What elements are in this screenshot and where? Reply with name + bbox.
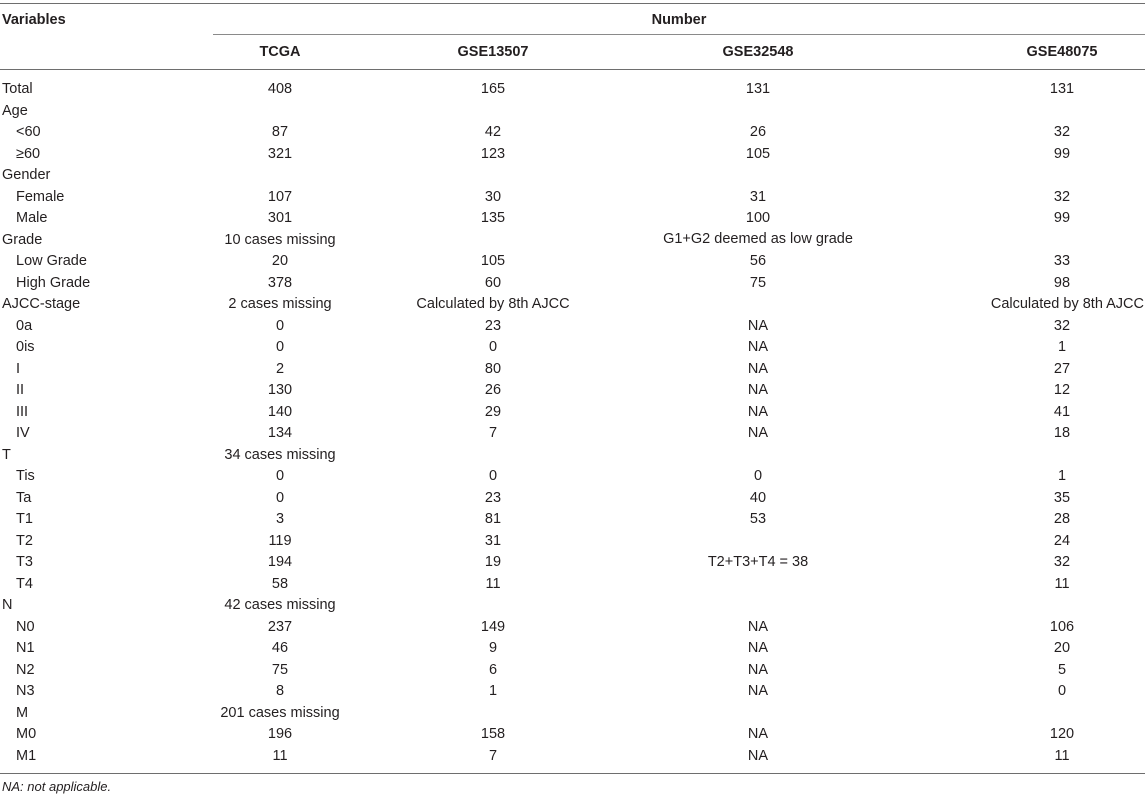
table-cell: 2 cases missing [228,296,332,312]
table-cell: NA [747,382,769,398]
table-cell: 408 [267,81,293,97]
table-cell: 9 [488,640,498,656]
table-row [0,617,1145,639]
table-cell: 20 [271,253,289,269]
table-cell: 60 [484,274,502,291]
table-cell: 32 [1053,188,1071,205]
table-row [0,230,1145,252]
table-cell: 58 [271,575,289,592]
row-label: M [16,704,29,721]
table-cell: 18 [1053,425,1071,441]
table-cell: 27 [1053,360,1071,377]
table-row [0,251,1145,273]
header-bottom-rule [0,69,1145,70]
table-cell: 149 [480,618,506,635]
table-cell: 98 [1053,274,1071,291]
table-row [0,402,1145,424]
row-label: Female [16,188,65,205]
table-cell: NA [747,747,769,764]
table-cell: 53 [749,511,767,527]
row-label: III [16,403,29,420]
table-row [0,187,1145,209]
ajcc-right-note: Calculated by 8th AJCC [990,296,1144,312]
table-cell: 1 [1057,339,1067,355]
bottom-rule [0,773,1145,774]
table-row [0,144,1145,166]
table-cell: 8 [275,683,285,699]
row-label: IV [16,425,30,441]
table-cell: 120 [1049,726,1075,742]
table-cell: 6 [488,661,498,678]
row-label: II [16,382,25,398]
table-cell: 196 [267,726,293,742]
table-row [0,101,1145,123]
table-cell: 42 cases missing [224,597,336,613]
table-cell: 23 [484,489,502,506]
table-cell: 40 [749,489,767,506]
table-cell: 19 [484,554,502,570]
table-cell: 87 [271,124,289,140]
table-cell: 42 [484,124,502,140]
row-label: Grade [2,231,43,248]
table-cell: 23 [484,317,502,334]
row-label: Tis [16,468,35,484]
table-cell: 26 [749,124,767,140]
table-row [0,703,1145,725]
table-cell: 123 [480,145,506,162]
table-cell: 378 [267,274,293,291]
table-cell: NA [747,726,769,742]
table-cell: 5 [1057,661,1067,678]
row-label: Ta [16,489,32,506]
table-cell: 2 [275,360,285,377]
table-row [0,359,1145,381]
column-header-gse13507: GSE13507 [457,44,529,60]
row-label: N3 [16,683,35,699]
table-cell: 11 [485,575,501,592]
table-cell: 31 [484,532,502,549]
table-cell: 80 [484,360,502,377]
table-row [0,380,1145,402]
table-cell: 140 [267,403,293,420]
table-row [0,531,1145,553]
row-label: ≥60 [16,145,41,162]
table-row [0,79,1145,101]
table-cell: 29 [484,403,502,420]
table-cell: 119 [268,532,292,549]
row-label: T4 [16,575,33,592]
table-cell: 75 [271,661,289,678]
table-cell: 100 [745,210,771,226]
row-label: Total [2,81,33,97]
table-cell: 131 [1049,81,1075,97]
table-cell: 28 [1053,511,1071,527]
table-cell: 0 [753,468,763,484]
table-cell: 35 [1053,489,1071,506]
table-cell: 0 [275,339,285,355]
top-rule [0,3,1145,4]
table-cell: 33 [1053,253,1071,269]
column-header-tcga: TCGA [259,44,301,60]
table-row [0,208,1145,230]
table-cell: 30 [484,188,502,205]
table-cell: 11 [1054,747,1070,764]
table-row [0,165,1145,187]
table-row [0,660,1145,682]
table-row [0,316,1145,338]
table-row [0,488,1145,510]
table-row [0,423,1145,445]
table-row [0,294,1145,316]
column-header-gse32548: GSE32548 [722,44,794,60]
variables-header: Variables [2,12,66,28]
table-cell: 7 [488,747,498,764]
table-row [0,337,1145,359]
row-label: I [16,360,21,377]
table-row [0,724,1145,746]
footnote: NA: not applicable. [2,779,112,794]
table-row [0,574,1145,596]
table-cell: 105 [480,253,506,269]
table-row [0,595,1145,617]
table-cell: NA [747,618,769,635]
table-cell: 46 [271,640,289,656]
row-label: AJCC-stage [2,296,81,312]
table-cell: NA [747,360,769,377]
table-cell: 0 [275,468,285,484]
number-header: Number [651,12,707,28]
row-label: Age [2,102,28,119]
table-cell: 301 [267,210,293,226]
number-span-rule [213,34,1145,35]
row-label: <60 [16,124,41,140]
table-cell: NA [747,425,769,441]
table-cell: 10 cases missing [224,231,336,248]
row-label: N0 [16,618,35,635]
row-label: M0 [16,726,37,742]
table-cell: 56 [749,253,767,269]
table-cell: 130 [267,382,293,398]
table-cell: 1 [1057,468,1067,484]
table-cell: 107 [267,188,293,205]
table-cell: 26 [484,382,502,398]
table-cell: 20 [1053,640,1071,656]
row-label: M1 [16,747,37,764]
table-cell: 24 [1053,532,1071,549]
table-cell: 158 [480,726,506,742]
table-cell: T2+T3+T4 = 38 [707,554,809,570]
table-row [0,509,1145,531]
row-label: T [2,446,11,463]
table-row [0,746,1145,768]
row-label: N [2,597,13,613]
table-cell: 81 [484,511,502,527]
table-cell: 105 [745,145,771,162]
table-row [0,552,1145,574]
table-row [0,466,1145,488]
table-cell: NA [747,683,769,699]
row-label: Low Grade [16,253,87,269]
table-row [0,273,1145,295]
table-cell: 11 [1054,575,1070,592]
table-cell: 0 [275,317,285,334]
row-label: Male [16,210,48,226]
table-cell: 75 [749,274,767,291]
table-cell: NA [747,403,769,420]
table-cell: 12 [1053,382,1071,398]
table-cell: 3 [275,511,285,527]
table-cell: 131 [745,81,771,97]
table-cell: 201 cases missing [220,704,340,721]
table-cell: 237 [267,618,293,635]
table-cell: NA [747,661,769,678]
table-cell: 11 [272,747,288,764]
table-row [0,681,1145,703]
table-cell: 32 [1053,317,1071,334]
row-label: N1 [16,640,35,656]
table-cell: 41 [1053,403,1071,420]
grade-note: G1+G2 deemed as low grade [663,231,853,247]
table-cell: 106 [1049,618,1075,635]
row-label: 0a [16,317,33,334]
table-cell: NA [747,339,769,355]
table-cell: 1 [488,683,498,699]
table-row [0,445,1145,467]
table-row [0,638,1145,660]
table-cell: 34 cases missing [224,446,336,463]
table-cell: 32 [1053,554,1071,570]
table-cell: 32 [1053,124,1071,140]
table-cell: 165 [480,81,506,97]
row-label: Gender [2,167,51,183]
table-cell: 99 [1053,210,1071,226]
row-label: 0is [16,339,35,355]
table-cell: 134 [267,425,293,441]
table-cell: 321 [267,145,293,162]
table-cell: 31 [749,188,767,205]
table-cell: NA [747,640,769,656]
table-cell: 0 [488,468,498,484]
table-cell: 135 [480,210,506,226]
row-label: High Grade [16,274,91,291]
table-cell: 0 [1057,683,1067,699]
row-label: T2 [16,532,33,549]
table-cell: 0 [488,339,498,355]
column-header-gse48075: GSE48075 [1026,44,1098,60]
table-cell: Calculated by 8th AJCC [416,296,570,312]
table-cell: 194 [267,554,293,570]
row-label: T1 [16,511,33,527]
table-cell: NA [747,317,769,334]
row-label: T3 [16,554,33,570]
table-row [0,122,1145,144]
table-cell: 99 [1053,145,1071,162]
row-label: N2 [16,661,35,678]
table-cell: 7 [488,425,498,441]
table-cell: 0 [275,489,285,506]
